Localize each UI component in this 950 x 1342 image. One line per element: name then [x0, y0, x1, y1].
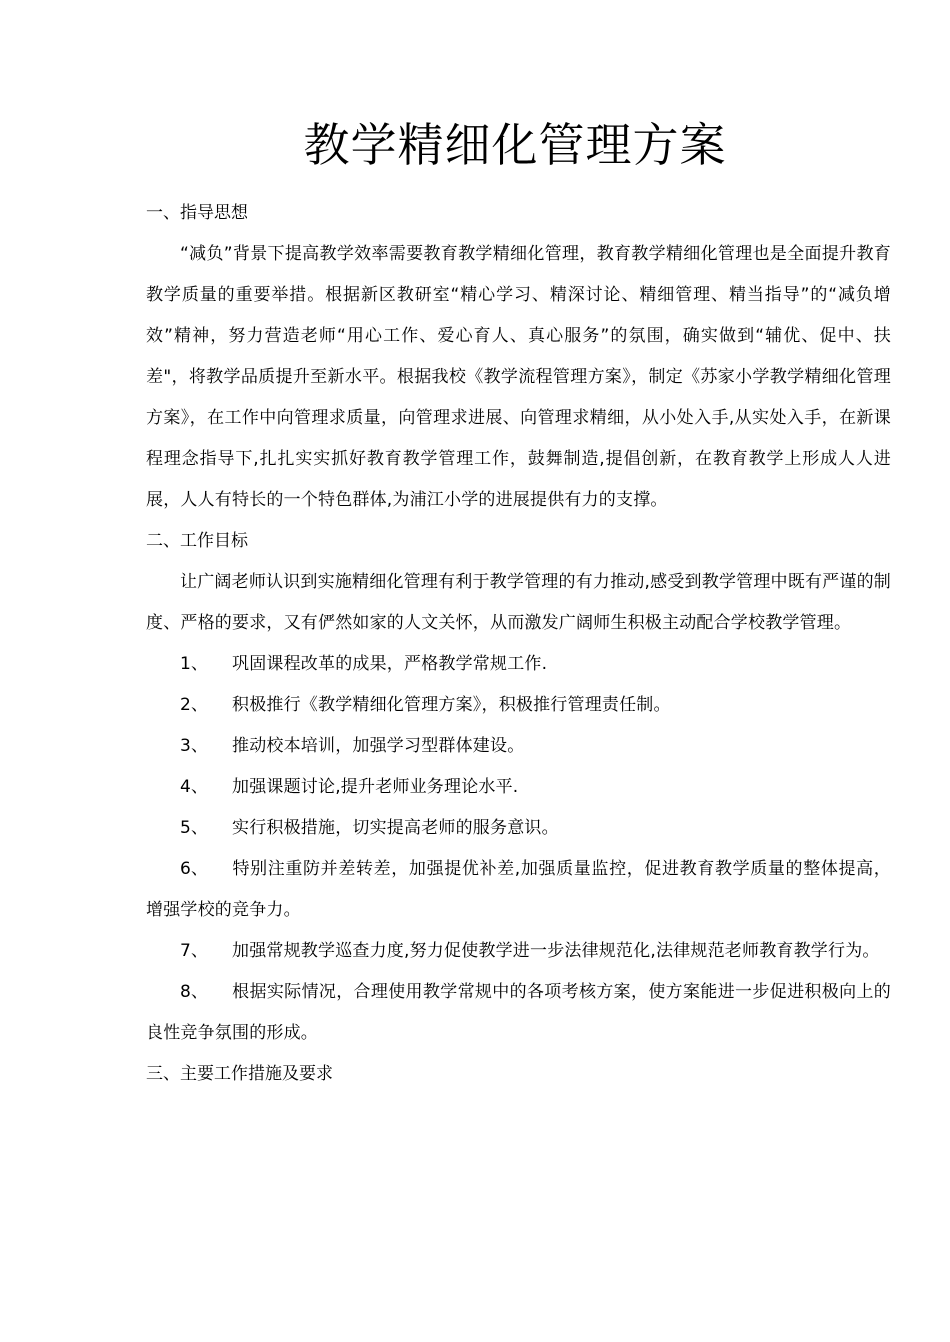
section-heading-guiding-ideology: 一、指导思想 — [146, 203, 248, 223]
goal-item — [146, 685, 891, 726]
goal-item-number: 5、 — [180, 818, 209, 838]
goal-item-text: 实行积极措施，切实提高老师的服务意识。 — [232, 818, 559, 838]
goal-item-number: 6、 — [180, 859, 209, 879]
goal-item — [146, 972, 891, 1054]
goal-item — [146, 726, 891, 767]
section-heading-work-goals: 二、工作目标 — [146, 531, 248, 551]
goal-item-text: 推动校本培训，加强学习型群体建设。 — [232, 736, 525, 756]
goal-item-text: 特别注重防并差转差，加强提优补差,加强质量监控，促进教育教学质量的整体提高，增强学校的竞争力。 — [146, 859, 891, 920]
goal-item — [146, 849, 891, 931]
goal-item — [146, 931, 891, 972]
goal-item — [146, 644, 891, 685]
document-body — [146, 193, 891, 1095]
goal-item-number: 2、 — [180, 695, 209, 715]
goal-item-number: 7、 — [180, 941, 209, 961]
goal-item-text: 根据实际情况，合理使用教学常规中的各项考核方案，使方案能进一步促进积极向上的良性竞争氛围的形成。 — [146, 982, 891, 1043]
goal-item-number: 1、 — [180, 654, 209, 674]
goal-item-text: 巩固课程改革的成果，严格教学常规工作. — [232, 654, 548, 674]
goal-item — [146, 808, 891, 849]
goal-item-number: 3、 — [180, 736, 209, 756]
goal-item-number: 8、 — [180, 982, 209, 1002]
goal-item-number: 4、 — [180, 777, 209, 797]
goal-item-text: 加强课题讨论,提升老师业务理论水平. — [232, 777, 519, 797]
guiding-ideology-paragraph: “减负”背景下提高教学效率需要教育教学精细化管理，教育教学精细化管理也是全面提升教育教学质量的重要举措。根据新区教研室“精心学习、精深讨论、精细管理、精当指导”的“减负增效”精神，努力营造老师“用心工作、爱心育人、真心服务”的氛围，确实做到“辅优、促中、扶差"，将教学品质提升至新水平。根据我校《教学流程管理方案》，制定《苏家小学教学精细化管理方案》，在工作中向管理求质量，向管理求进展、向管理求精细，从小处入手,从实处入手，在新课程理念指导下,扎扎实实抓好教育教学管理工作，鼓舞制造,提倡创新，在教育教学上形成人人进展，人人有特长的一个特色群体,为浦江小学的进展提供有力的支撑。 — [146, 244, 891, 510]
document-title: 教学精细化管理方案 — [303, 118, 727, 172]
section-heading-main-measures: 三、主要工作措施及要求 — [146, 1064, 333, 1084]
goal-item-text: 加强常规教学巡查力度,努力促使教学进一步法律规范化,法律规范老师教育教学行为。 — [232, 941, 880, 961]
goal-item-text: 积极推行《教学精细化管理方案》，积极推行管理责任制。 — [232, 695, 671, 715]
work-goals-paragraph: 让广阔老师认识到实施精细化管理有利于教学管理的有力推动,感受到教学管理中既有严谨的制度、严格的要求，又有俨然如家的人文关怀，从而激发广阔师生积极主动配合学校教学管理。 — [146, 572, 891, 633]
goal-item — [146, 767, 891, 808]
